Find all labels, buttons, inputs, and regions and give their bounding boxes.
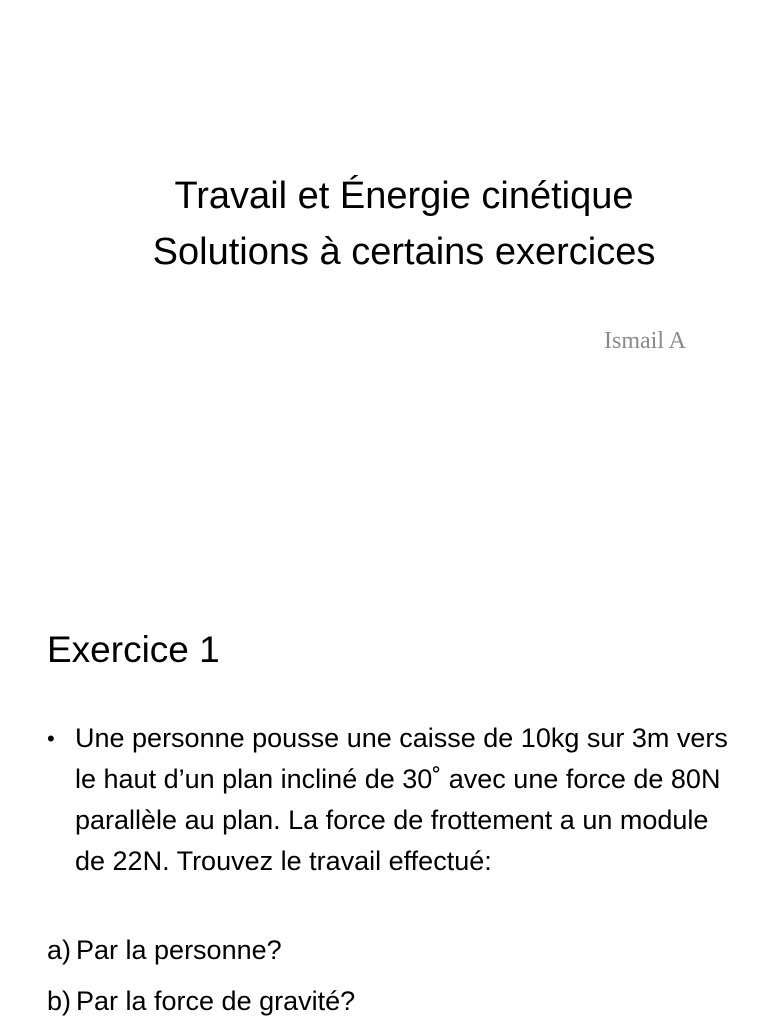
problem-statement — [47, 718, 737, 882]
question-a — [47, 930, 282, 971]
question-a-marker: a) — [47, 935, 72, 965]
slide-title — [40, 168, 768, 280]
exercise-slide — [0, 576, 768, 1024]
question-b — [47, 981, 355, 1022]
title-line-1: Travail et Énergie cinétique — [174, 175, 634, 217]
title-line-2: Solutions à certains exercices — [152, 231, 656, 273]
author-name: Ismail A — [604, 328, 686, 354]
problem-text: Une personne pousse une caisse de 10kg sur 3m vers le haut d’un plan incliné de 30˚ avec une force de 80N parallèle au plan. La force de frottement a un module de 22N. Trouvez le travail effectué: — [75, 723, 728, 876]
exercise-heading: Exercice 1 — [47, 629, 220, 670]
bullet-icon: • — [47, 726, 55, 751]
question-b-marker: b) — [47, 986, 72, 1016]
question-b-text: Par la force de gravité? — [76, 986, 356, 1016]
question-a-text: Par la personne? — [76, 935, 282, 965]
